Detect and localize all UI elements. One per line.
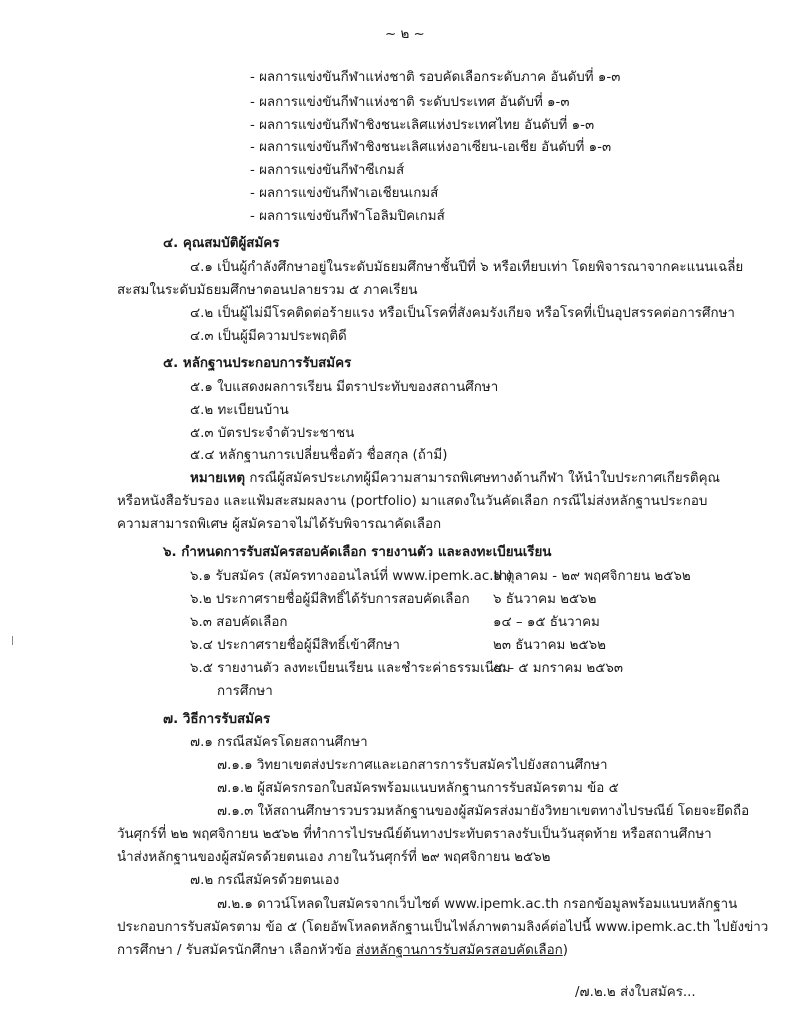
page-number: ~ ๒ ~ bbox=[385, 27, 425, 42]
schedule-date: ๒๓ ธันวาคม ๒๕๖๒ bbox=[493, 638, 606, 653]
schedule-item: ๖.๕ รายงานตัว ลงทะเบียนเรียน และชำระค่าธรรมเนียม bbox=[190, 661, 511, 676]
section-5-item: ๕.๔ หลักฐานการเปลี่ยนชื่อตัว ชื่อสกุล (ถ้ามี) bbox=[190, 448, 448, 463]
list-item: - ผลการแข่งขันกีฬาชิงชนะเลิศแห่งอาเซียน-เอเชีย อันดับที่ ๑-๓ bbox=[250, 140, 612, 155]
section-5-note-cont: ความสามารถพิเศษ ผู้สมัครอาจไม่ได้รับพิจารณาคัดเลือก bbox=[117, 517, 442, 532]
list-item: - ผลการแข่งขันกีฬาแห่งชาติ ระดับประเทศ อันดับที่ ๑-๓ bbox=[250, 95, 570, 110]
section-6-heading: ๖. กำหนดการรับสมัครสอบคัดเลือก รายงานตัว และลงทะเบียนเรียน bbox=[163, 545, 552, 560]
section-5-note-cont: หรือหนังสือรับรอง และแฟ้มสะสมผลงาน (portfolio) มาแสดงในวันคัดเลือก กรณีไม่ส่งหลักฐานประกอบ bbox=[117, 494, 708, 509]
section-5-item: ๕.๒ ทะเบียนบ้าน bbox=[190, 403, 289, 418]
section-5-item: ๕.๓ บัตรประจำตัวประชาชน bbox=[190, 426, 355, 441]
note-text: กรณีผู้สมัครประเภทผู้มีความสามารถพิเศษทางด้านกีฬา ให้นำใบประกาศเกียรติคุณ bbox=[245, 471, 720, 486]
schedule-date: ๔ – ๕ มกราคม ๒๕๖๓ bbox=[493, 661, 624, 676]
section-7-2: ๗.๒ กรณีสมัครด้วยตนเอง bbox=[190, 873, 340, 888]
schedule-item: ๖.๑ รับสมัคร (สมัครทางออนไลน์ที่ www.ipemk.ac.th) bbox=[190, 569, 513, 584]
list-item: - ผลการแข่งขันกีฬาซีเกมส์ bbox=[250, 163, 405, 178]
section-5-heading: ๕. หลักฐานประกอบการรับสมัคร bbox=[163, 356, 352, 371]
section-7-1-3: ๗.๑.๓ ให้สถานศึกษารวบรวมหลักฐานของผู้สมัครส่งมายังวิทยาเขตทางไปรษณีย์ โดยจะยึดถือ bbox=[217, 804, 750, 819]
schedule-date: ๖ ธันวาคม ๒๕๖๒ bbox=[493, 592, 597, 607]
section-4-item-3: ๔.๓ เป็นผู้มีความประพฤติดี bbox=[190, 329, 347, 344]
text: ) bbox=[562, 943, 568, 958]
schedule-date: ๑๔ – ๑๕ ธันวาคม bbox=[493, 615, 600, 630]
section-4-item-2: ๔.๒ เป็นผู้ไม่มีโรคติดต่อร้ายแรง หรือเป็นโรคที่สังคมรังเกียจ หรือโรคที่เป็นอุปสรรคต่อการศึกษา bbox=[190, 306, 735, 321]
schedule-item: ๖.๔ ประกาศรายชื่อผู้มีสิทธิ์เข้าศึกษา bbox=[190, 638, 400, 653]
section-7-1: ๗.๑ กรณีสมัครโดยสถานศึกษา bbox=[190, 735, 368, 750]
section-7-2-1-cont: ประกอบการรับสมัครตาม ข้อ ๕ (โดยอัพโหลดหลักฐานเป็นไฟล์ภาพตามลิงค์ต่อไปนี้ www.ipemk.ac.th ไปยังข่าว bbox=[117, 920, 769, 935]
section-7-2-1-cont bbox=[117, 941, 568, 961]
schedule-item: ๖.๓ สอบคัดเลือก bbox=[190, 615, 288, 630]
list-item: - ผลการแข่งขันกีฬาแห่งชาติ รอบคัดเลือกระดับภาค อันดับที่ ๑-๓ bbox=[250, 70, 621, 85]
section-7-1-3-cont: วันศุกร์ที่ ๒๒ พฤศจิกายน ๒๕๖๒ ที่ทำการไปรษณีย์ต้นทางประทับตราลงรับเป็นวันสุดท้าย หรือสถานศึกษา bbox=[117, 827, 712, 842]
section-4-item-1: ๔.๑ เป็นผู้กำลังศึกษาอยู่ในระดับมัธยมศึกษาชั้นปีที่ ๖ หรือเทียบเท่า โดยพิจารณาจากคะแนนเฉลี่ย bbox=[190, 260, 744, 275]
section-7-1-2: ๗.๑.๒ ผู้สมัครกรอกใบสมัครพร้อมแนบหลักฐานการรับสมัครตาม ข้อ ๕ bbox=[217, 781, 619, 796]
note-label: หมายเหตุ bbox=[190, 471, 246, 486]
section-4-heading: ๔. คุณสมบัติผู้สมัคร bbox=[163, 236, 280, 251]
section-7-2-1: ๗.๒.๑ ดาวน์โหลดใบสมัครจากเว็บไซต์ www.ipemk.ac.th กรอกข้อมูลพร้อมแนบหลักฐาน bbox=[217, 897, 738, 912]
margin-mark bbox=[12, 636, 13, 645]
schedule-date: ๑ ตุลาคม - ๒๙ พฤศจิกายน ๒๕๖๒ bbox=[493, 569, 691, 584]
list-item: - ผลการแข่งขันกีฬาเอเชียนเกมส์ bbox=[250, 186, 439, 201]
text: การศึกษา / รับสมัครนักศึกษา เลือกหัวข้อ bbox=[117, 943, 356, 958]
list-item: - ผลการแข่งขันกีฬาชิงชนะเลิศแห่งประเทศไทย อันดับที่ ๑-๓ bbox=[250, 118, 595, 133]
section-5-item: ๕.๑ ใบแสดงผลการเรียน มีตราประทับของสถานศึกษา bbox=[190, 380, 499, 395]
section-7-1-1: ๗.๑.๑ วิทยาเขตส่งประกาศและเอกสารการรับสมัครไปยังสถานศึกษา bbox=[217, 758, 608, 773]
schedule-item: ๖.๒ ประกาศรายชื่อผู้มีสิทธิ์ได้รับการสอบคัดเลือก bbox=[190, 592, 470, 607]
underlined-topic: ส่งหลักฐานการรับสมัครสอบคัดเลือก bbox=[355, 943, 563, 958]
section-7-heading: ๗. วิธีการรับสมัคร bbox=[163, 712, 271, 727]
section-5-note bbox=[190, 469, 720, 489]
section-4-item-1-cont: สะสมในระดับมัธยมศึกษาตอนปลายรวม ๕ ภาคเรียน bbox=[117, 283, 418, 298]
section-7-1-3-cont: นำส่งหลักฐานของผู้สมัครด้วยตนเอง ภายในวันศุกร์ที่ ๒๙ พฤศจิกายน ๒๕๖๒ bbox=[117, 850, 551, 865]
schedule-item-cont: การศึกษา bbox=[217, 684, 273, 699]
list-item: - ผลการแข่งขันกีฬาโอลิมปิคเกมส์ bbox=[250, 209, 445, 224]
continuation-note: /๗.๒.๒ ส่งใบสมัคร... bbox=[575, 985, 696, 1000]
